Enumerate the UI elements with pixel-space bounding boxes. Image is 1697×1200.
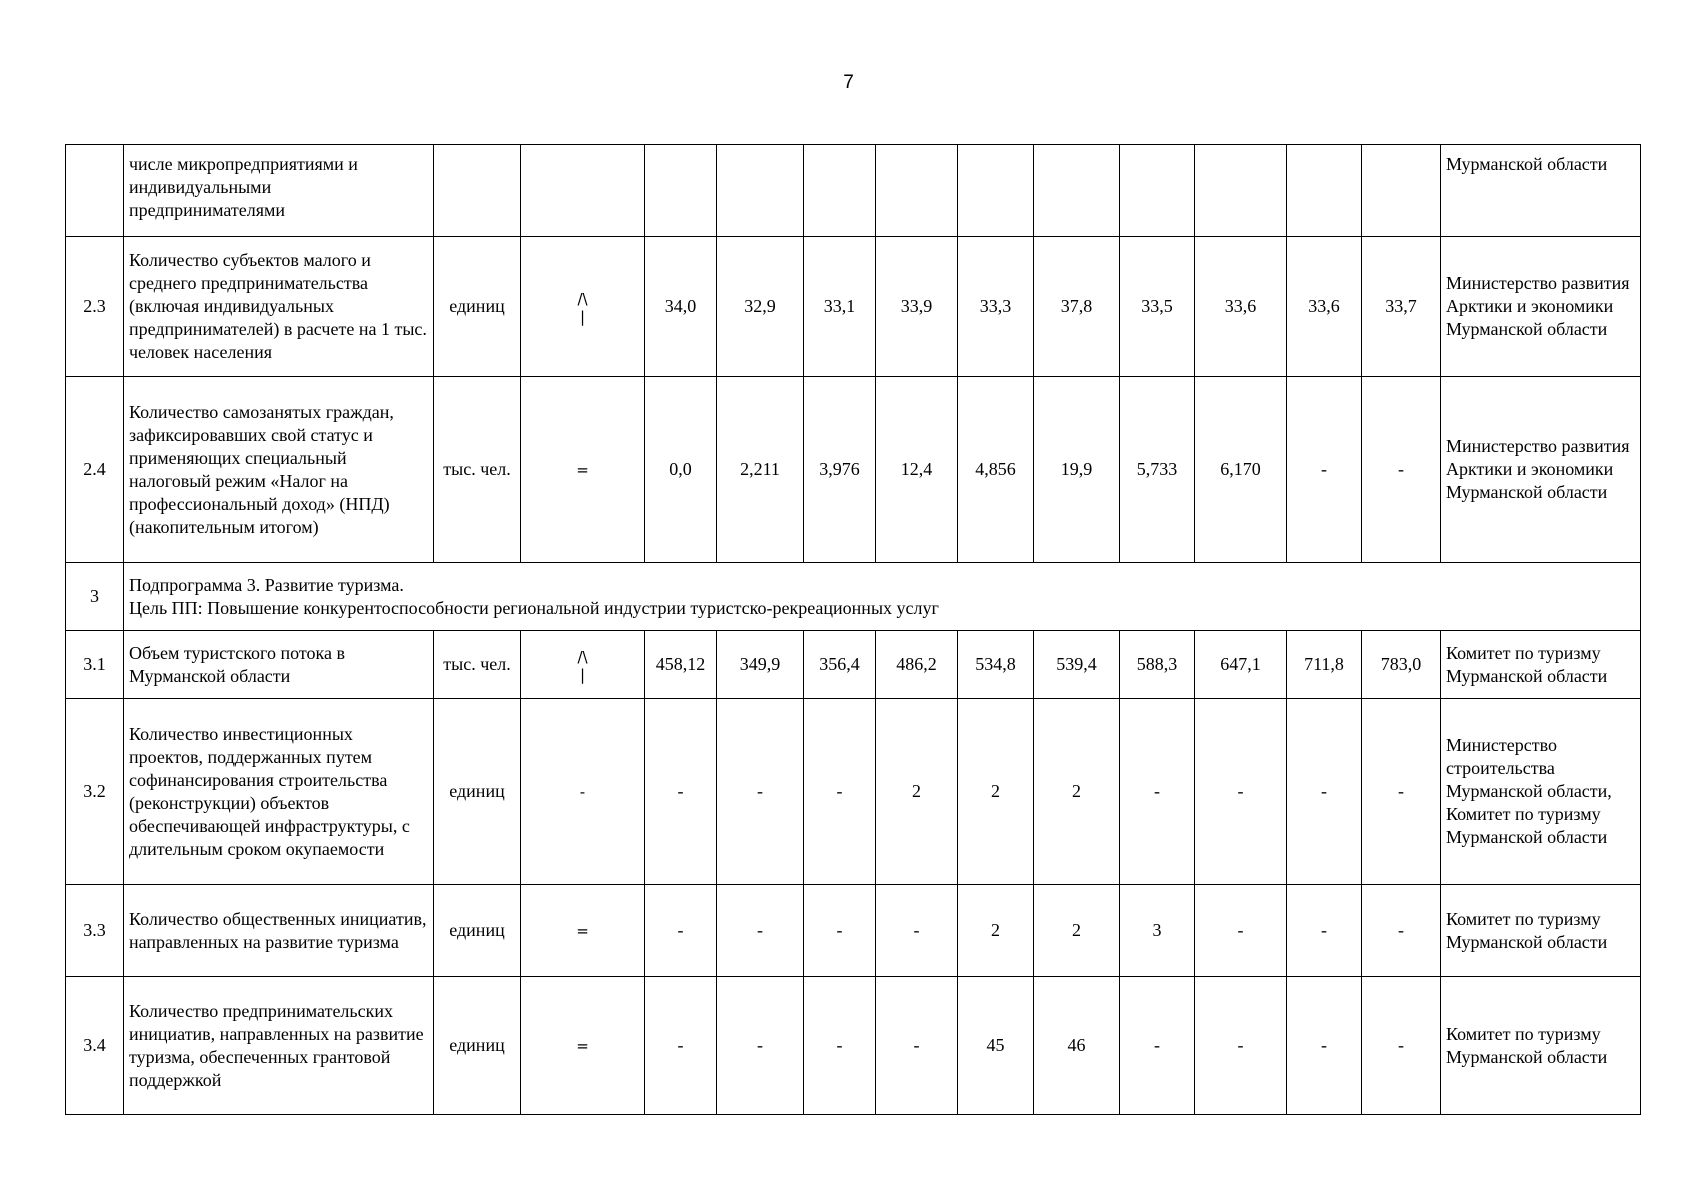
value-cell: -: [645, 977, 717, 1115]
value-cell: -: [1195, 885, 1287, 977]
section-line-2: Цель ПП: Повышение конкурентоспособности региональной индустрии туристско-рекреационных услуг: [129, 597, 939, 618]
value-cell: 46: [1034, 977, 1120, 1115]
row-id: 3.2: [66, 699, 124, 885]
value-cell: -: [804, 885, 876, 977]
value-cell: 33,1: [804, 237, 876, 377]
executor-cell: Комитет по туризму Мурманской области: [1441, 885, 1641, 977]
row-id: 3.4: [66, 977, 124, 1115]
value-cell: 6,170: [1195, 377, 1287, 563]
value-cell: 33,6: [1195, 237, 1287, 377]
value-cell: 486,2: [876, 631, 958, 699]
table-row: [66, 145, 1641, 237]
trend-indicator: /\ |: [577, 290, 588, 326]
value-cell: [804, 145, 876, 237]
value-cell: -: [1195, 699, 1287, 885]
value-cell: 45: [958, 977, 1034, 1115]
value-cell: 534,8: [958, 631, 1034, 699]
row-id: 2.3: [66, 237, 124, 377]
value-cell: -: [1287, 977, 1362, 1115]
value-cell: [958, 145, 1034, 237]
value-cell: -: [1287, 699, 1362, 885]
indicators-table: [65, 144, 1641, 1115]
value-cell: 33,6: [1287, 237, 1362, 377]
value-cell: 647,1: [1195, 631, 1287, 699]
value-cell: [717, 145, 804, 237]
unit-cell: [434, 145, 521, 237]
trend-indicator: =: [576, 461, 589, 479]
section-title: [124, 563, 1641, 631]
value-cell: 349,9: [717, 631, 804, 699]
value-cell: 33,9: [876, 237, 958, 377]
value-cell: 3,976: [804, 377, 876, 563]
value-cell: [876, 145, 958, 237]
unit-cell: единиц: [434, 237, 521, 377]
value-cell: 0,0: [645, 377, 717, 563]
value-cell: 2: [958, 885, 1034, 977]
value-cell: 5,733: [1120, 377, 1195, 563]
value-cell: [1287, 145, 1362, 237]
trend-cell: [521, 977, 645, 1115]
value-cell: -: [1362, 977, 1441, 1115]
value-cell: -: [717, 699, 804, 885]
section-row: [66, 563, 1641, 631]
value-cell: -: [717, 885, 804, 977]
trend-indicator: =: [576, 1037, 589, 1055]
executor-cell: Министерство развития Арктики и экономики Мурманской области: [1441, 377, 1641, 563]
trend-cell: [521, 377, 645, 563]
executor-cell: Комитет по туризму Мурманской области: [1441, 977, 1641, 1115]
row-id: 3.1: [66, 631, 124, 699]
trend-cell: [521, 885, 645, 977]
row-id: [66, 145, 124, 237]
value-cell: -: [876, 977, 958, 1115]
value-cell: -: [1195, 977, 1287, 1115]
value-cell: -: [1362, 885, 1441, 977]
trend-cell: [521, 699, 645, 885]
trend-indicator: =: [576, 922, 589, 940]
trend-cell: [521, 237, 645, 377]
value-cell: 2,211: [717, 377, 804, 563]
value-cell: -: [1362, 377, 1441, 563]
value-cell: -: [717, 977, 804, 1115]
executor-cell: Министерство развития Арктики и экономики Мурманской области: [1441, 237, 1641, 377]
value-cell: -: [645, 885, 717, 977]
value-cell: 34,0: [645, 237, 717, 377]
unit-cell: единиц: [434, 885, 521, 977]
value-cell: 33,3: [958, 237, 1034, 377]
value-cell: 2: [1034, 699, 1120, 885]
indicator-name: Количество субъектов малого и среднего предпринимательства (включая индивидуальных предпринимателей) в расчете на 1 тыс. человек населения: [124, 237, 434, 377]
indicator-name: Количество общественных инициатив, направленных на развитие туризма: [124, 885, 434, 977]
table-row: [66, 977, 1641, 1115]
table-row: [66, 885, 1641, 977]
value-cell: -: [1362, 699, 1441, 885]
value-cell: [1362, 145, 1441, 237]
value-cell: -: [804, 977, 876, 1115]
value-cell: [1034, 145, 1120, 237]
executor-cell: Министерство строительства Мурманской области, Комитет по туризму Мурманской области: [1441, 699, 1641, 885]
unit-cell: единиц: [434, 977, 521, 1115]
value-cell: 12,4: [876, 377, 958, 563]
value-cell: 356,4: [804, 631, 876, 699]
indicator-name: Количество самозанятых граждан, зафиксировавших свой статус и применяющих специальный налоговый режим «Налог на профессиональный доход» (НПД) (накопительным итогом): [124, 377, 434, 563]
row-id: 3.3: [66, 885, 124, 977]
value-cell: 37,8: [1034, 237, 1120, 377]
value-cell: -: [1287, 377, 1362, 563]
trend-indicator: -: [579, 783, 586, 801]
table-row: [66, 631, 1641, 699]
value-cell: 2: [1034, 885, 1120, 977]
table-row: [66, 237, 1641, 377]
value-cell: [645, 145, 717, 237]
unit-cell: единиц: [434, 699, 521, 885]
unit-cell: тыс. чел.: [434, 631, 521, 699]
value-cell: 2: [876, 699, 958, 885]
value-cell: -: [1120, 699, 1195, 885]
value-cell: 458,12: [645, 631, 717, 699]
value-cell: 4,856: [958, 377, 1034, 563]
value-cell: [1195, 145, 1287, 237]
value-cell: 19,9: [1034, 377, 1120, 563]
row-id: 2.4: [66, 377, 124, 563]
executor-cell: Мурманской области: [1441, 145, 1641, 237]
value-cell: 588,3: [1120, 631, 1195, 699]
trend-indicator: /\ |: [577, 648, 588, 684]
value-cell: 3: [1120, 885, 1195, 977]
indicator-name: Объем туристского потока в Мурманской области: [124, 631, 434, 699]
value-cell: 783,0: [1362, 631, 1441, 699]
section-line-1: Подпрограмма 3. Развитие туризма.: [129, 574, 404, 595]
value-cell: -: [804, 699, 876, 885]
table-row: [66, 699, 1641, 885]
table-row: [66, 377, 1641, 563]
section-id: 3: [66, 563, 124, 631]
value-cell: -: [876, 885, 958, 977]
value-cell: -: [645, 699, 717, 885]
executor-cell: Комитет по туризму Мурманской области: [1441, 631, 1641, 699]
value-cell: 33,7: [1362, 237, 1441, 377]
indicator-name: Количество инвестиционных проектов, поддержанных путем софинансирования строительства (реконструкции) объектов обеспечивающей инфраструктуры, с длительным сроком окупаемости: [124, 699, 434, 885]
value-cell: [1120, 145, 1195, 237]
value-cell: 2: [958, 699, 1034, 885]
value-cell: 32,9: [717, 237, 804, 377]
value-cell: 711,8: [1287, 631, 1362, 699]
value-cell: 539,4: [1034, 631, 1120, 699]
unit-cell: тыс. чел.: [434, 377, 521, 563]
value-cell: -: [1120, 977, 1195, 1115]
page-number: 7: [843, 72, 854, 93]
value-cell: -: [1287, 885, 1362, 977]
trend-cell: [521, 145, 645, 237]
indicator-name: числе микропредприятиями и индивидуальными предпринимателями: [124, 145, 434, 237]
indicator-name: Количество предпринимательских инициатив, направленных на развитие туризма, обеспеченных грантовой поддержкой: [124, 977, 434, 1115]
value-cell: 33,5: [1120, 237, 1195, 377]
trend-cell: [521, 631, 645, 699]
